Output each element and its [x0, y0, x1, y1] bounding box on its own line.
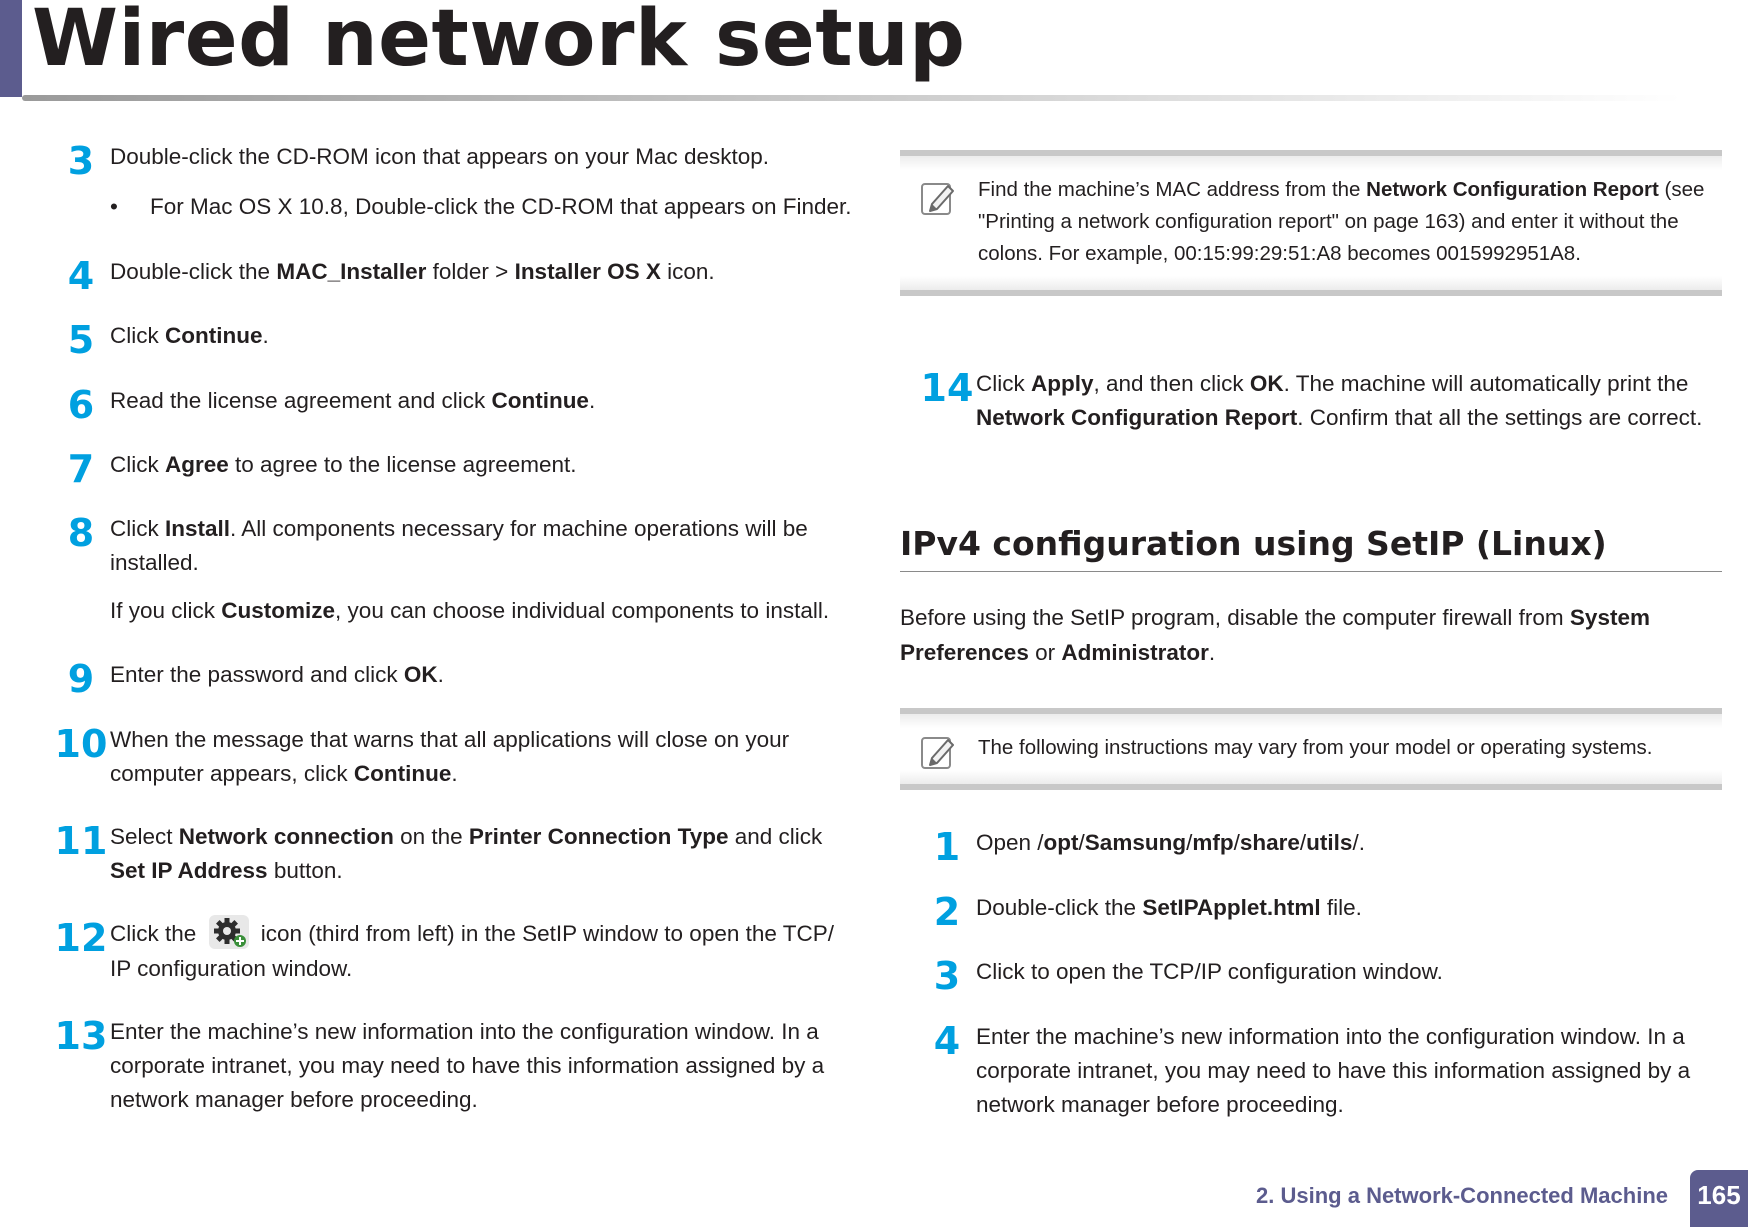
linux-step-2 — [906, 890, 1726, 934]
step-text: Click Continue. — [110, 323, 269, 348]
step-10 — [40, 723, 860, 791]
step-5 — [40, 318, 860, 362]
step-number: 1 — [933, 825, 961, 869]
step-8-customize-note: If you click Customize, you can choose individual components to install. — [110, 598, 830, 623]
linux-step-4 — [906, 1020, 1726, 1122]
step-9 — [40, 657, 860, 701]
note-instructions-vary — [900, 708, 1722, 790]
step-3-bullet: • For Mac OS X 10.8, Double-click the CD-ROM that appears on Finder. — [110, 190, 852, 224]
step-number: 3 — [933, 954, 961, 998]
section-intro-paragraph: Before using the SetIP program, disable the computer firewall from System Preferences or Administrator. — [900, 605, 1650, 665]
step-text: Enter the machine’s new information into the configuration window. In a corporate intranet, you may need to have this information assigned by a network manager before proceeding. — [976, 1024, 1691, 1117]
step-text: Open /opt/Samsung/mfp/share/utils/. — [976, 830, 1365, 855]
step-text: Enter the password and click OK. — [110, 662, 444, 687]
step-text: Double-click the SetIPApplet.html file. — [976, 895, 1362, 920]
footer-chapter: 2. Using a Network-Connected Machine — [1256, 1183, 1668, 1208]
step-text: Click the icon (third from left) in the SetIP window to open the TCP/ IP configuration window. — [110, 917, 860, 986]
step-number: 11 — [54, 819, 108, 863]
note-pencil-icon — [918, 178, 958, 218]
bullet: • — [110, 194, 118, 219]
title-accent-bar — [0, 0, 22, 97]
step-number: 13 — [54, 1014, 108, 1058]
step-text: Double-click the CD-ROM icon that appears on your Mac desktop. — [110, 144, 770, 169]
step-number: 5 — [67, 318, 95, 362]
step-number: 3 — [67, 139, 95, 183]
step-8 — [40, 512, 860, 580]
note-pencil-icon — [918, 732, 958, 772]
step-number: 2 — [933, 890, 961, 934]
step-number: 7 — [67, 447, 95, 491]
section-title: IPv4 configuration using SetIP (Linux) — [900, 524, 1722, 572]
note-mac-address — [900, 150, 1722, 296]
step-text: Select Network connection on the Printer Connection Type and click Set IP Address button. — [110, 824, 823, 883]
step-3 — [40, 139, 860, 183]
step-12 — [40, 917, 860, 986]
step-number: 8 — [67, 511, 95, 555]
step-text: Enter the machine’s new information into the configuration window. In a corporate intranet, you may need to have this information assigned by a network manager before proceeding. — [110, 1019, 825, 1112]
step-7 — [40, 447, 860, 491]
step-text: When the message that warns that all applications will close on your computer appears, click Continue. — [110, 727, 790, 786]
note-text: The following instructions may vary from your model or operating systems. — [978, 736, 1653, 759]
step-number: 4 — [933, 1019, 961, 1063]
title-rule — [22, 95, 1682, 101]
step-number: 9 — [67, 657, 95, 701]
linux-step-1 — [906, 825, 1726, 869]
step-text: Click Install. All components necessary for machine operations will be installed. — [110, 516, 808, 575]
gear-icon — [209, 915, 249, 949]
step-14 — [906, 367, 1726, 435]
step-6 — [40, 383, 860, 427]
step-text: Double-click the MAC_Installer folder > Installer OS X icon. — [110, 259, 715, 284]
page-number: 165 — [1690, 1170, 1748, 1227]
page-title: Wired network setup — [32, 0, 966, 84]
step-13 — [40, 1015, 860, 1117]
step-number: 12 — [54, 916, 108, 960]
step-text: Click Apply, and then click OK. The machine will automatically print the Network Configuration Report. Confirm that all the settings are correct. — [976, 371, 1703, 430]
step-text: Click to open the TCP/IP configuration window. — [976, 959, 1443, 984]
note-text: Find the machine’s MAC address from the Network Configuration Report (see "Printing a network configuration report" on page 163) and enter it without the colons. For example, 00:15:99:29:51:A8 becomes 0015992951A8. — [978, 178, 1705, 265]
step-number: 4 — [67, 254, 95, 298]
step-number: 14 — [920, 366, 974, 410]
linux-step-3 — [906, 954, 1726, 998]
step-4 — [40, 254, 860, 298]
step-number: 10 — [54, 722, 108, 766]
step-11 — [40, 820, 860, 888]
step-text: Read the license agreement and click Continue. — [110, 388, 596, 413]
step-number: 6 — [67, 383, 95, 427]
step-text: Click Agree to agree to the license agreement. — [110, 452, 577, 477]
